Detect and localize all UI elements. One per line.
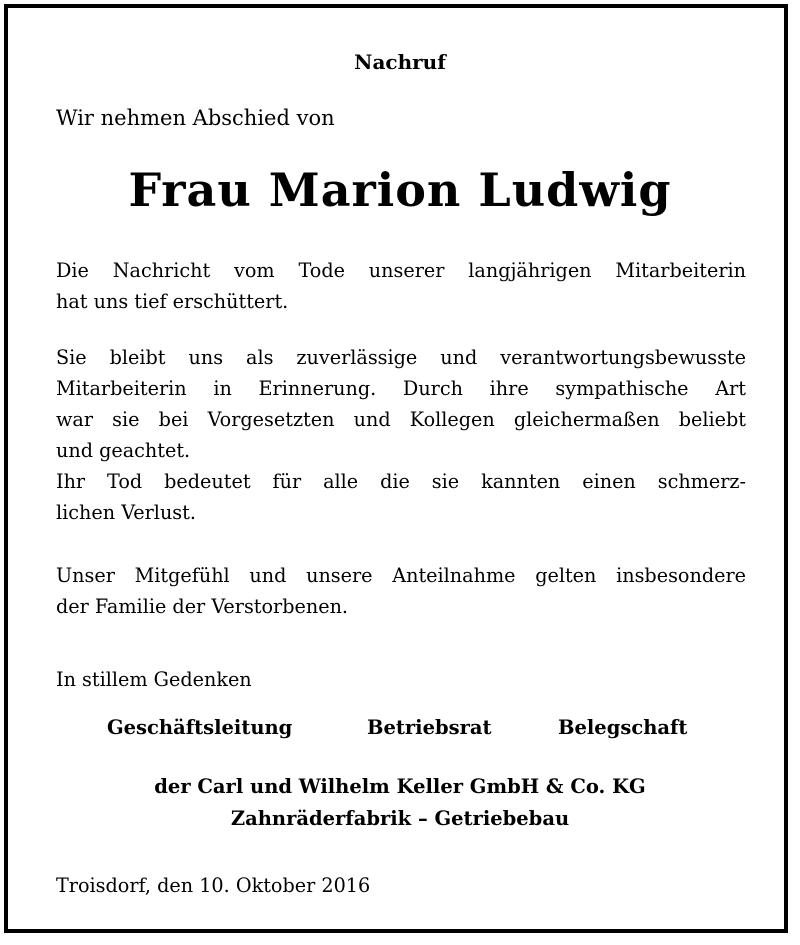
paragraph-line: lichen Verlust. [56,501,196,524]
place-date: Troisdorf, den 10. Oktober 2016 [56,874,371,897]
paragraph-line: und geachtet. [56,439,191,462]
paragraph-line: Ihr Tod bedeutet für alle die sie kannten einen schmerz- [56,470,746,493]
company-block [0,771,800,835]
deceased-name: Frau Marion Ludwig [128,163,672,217]
paragraph-condolence [56,560,746,622]
paragraph-line: Sie bleibt uns als zuverlässige und verantwortungsbewusste [56,346,746,369]
paragraph-line: Mitarbeiterin in Erinnerung. Durch ihre sympathische Art [56,377,746,400]
signer-management: Geschäftsleitung [107,716,293,739]
paragraph-line: war sie bei Vorgesetzten und Kollegen gleichermaßen beliebt [56,408,746,431]
paragraph-line: Unser Mitgefühl und unsere Anteilnahme gelten insbesondere [56,564,746,587]
closing-text: In stillem Gedenken [56,668,252,691]
signer-staff: Belegschaft [558,716,688,739]
paragraph-line: der Familie der Verstorbenen. [56,595,349,618]
paragraph-tribute [56,342,746,528]
paragraph-line: hat uns tief erschüttert. [56,290,289,313]
company-name: der Carl und Wilhelm Keller GmbH & Co. KG [154,775,646,798]
intro-text: Wir nehmen Abschied von [56,106,335,130]
notice-heading: Nachruf [354,50,446,74]
signer-works-council: Betriebsrat [367,716,492,739]
paragraph-news [56,255,746,317]
paragraph-line: Die Nachricht vom Tode unserer langjährigen Mitarbeiterin [56,259,746,282]
company-division: Zahnräderfabrik – Getriebebau [230,807,570,830]
